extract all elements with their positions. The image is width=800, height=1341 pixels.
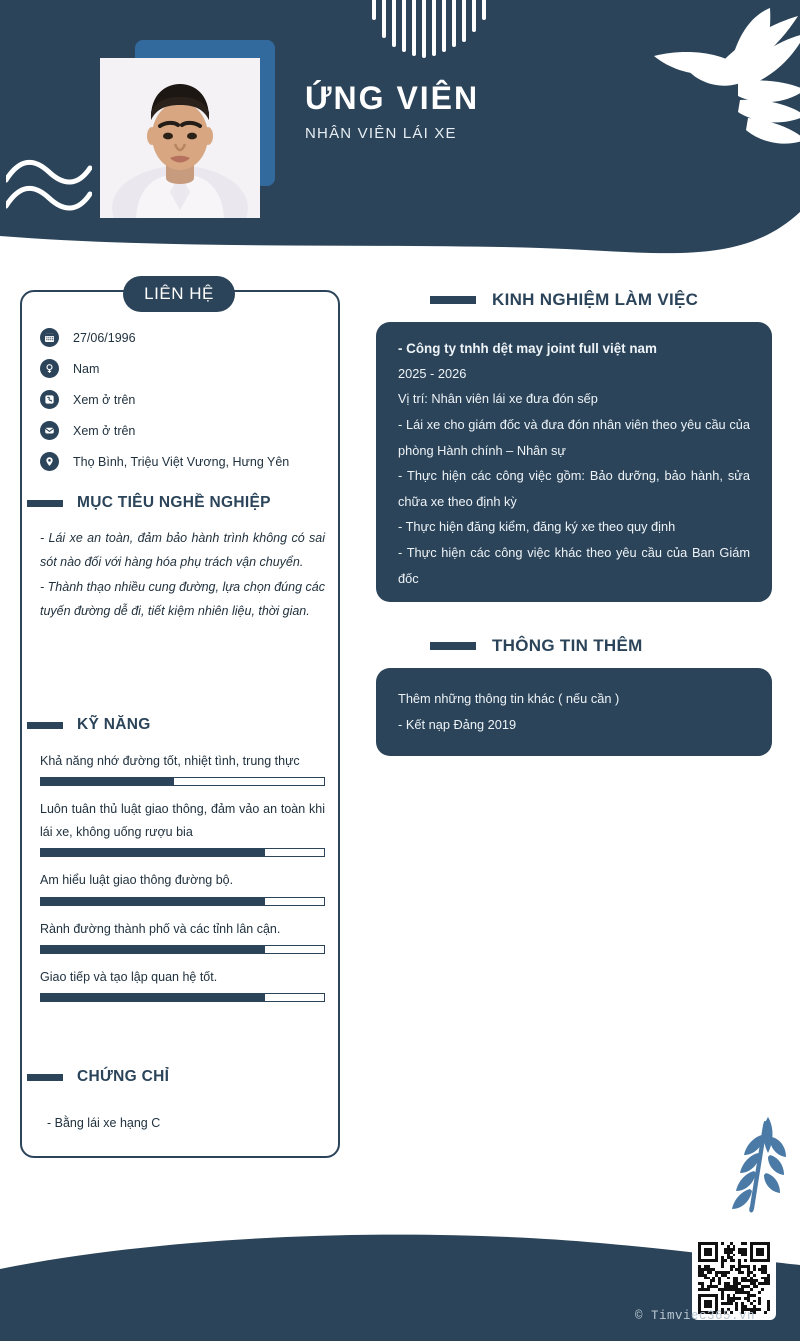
- objective-line: - Lái xe an toàn, đảm bảo hành trình không có sai sót nào đối với hàng hóa phụ trách vận chuyển.: [40, 531, 325, 570]
- section-title: KỸ NĂNG: [77, 716, 151, 733]
- skill-progress-fill: [41, 994, 265, 1001]
- contact-list: [40, 322, 330, 477]
- section-dash-icon: [430, 296, 476, 304]
- skill-label: Giao tiếp và tạo lập quan hệ tốt.: [40, 969, 218, 984]
- skill-progress-bar: [40, 993, 325, 1002]
- skill-label: Luôn tuân thủ luật giao thông, đảm vảo an toàn khi lái xe, không uống rượu bia: [40, 802, 325, 840]
- section-dash-icon: [27, 1074, 63, 1081]
- contact-value: Thọ Bình, Triệu Việt Vương, Hưng Yên: [73, 454, 290, 469]
- skill-item: [40, 750, 325, 786]
- experience-duty: - Thực hiện các công việc gồm: Bảo dưỡng, bảo hành, sửa chữa xe theo định kỳ: [398, 468, 750, 509]
- skill-label: Rành đường thành phố và các tỉnh lân cận.: [40, 921, 281, 936]
- calendar-icon: [40, 328, 59, 347]
- section-header-additional: [430, 636, 643, 656]
- skill-item: [40, 918, 325, 954]
- section-dash-icon: [430, 642, 476, 650]
- job-title: NHÂN VIÊN LÁI XE: [305, 124, 457, 142]
- candidate-photo: [100, 58, 260, 218]
- copyright-text: © Timviec365.vn: [635, 1309, 756, 1323]
- objective-line: - Thành thạo nhiều cung đường, lựa chọn đúng các tuyến đường dễ đi, tiết kiệm nhiên liệu, thời gian.: [40, 579, 325, 619]
- section-dash-icon: [27, 500, 63, 507]
- experience-duty: - Thực hiện các công việc khác theo yêu cầu của Ban Giám đốc: [398, 544, 750, 586]
- footer-wave-background: [0, 1221, 800, 1341]
- additional-line: Thêm những thông tin khác ( nếu cần ): [398, 691, 620, 706]
- skill-progress-fill: [41, 898, 265, 905]
- experience-duty: - Lái xe cho giám đốc và đưa đón nhân viên theo yêu cầu của phòng Hành chính – Nhân sự: [398, 416, 750, 458]
- gender-icon: [40, 359, 59, 378]
- contact-item-phone: [40, 384, 330, 415]
- skill-label: Am hiểu luật giao thông đường bộ.: [40, 873, 234, 888]
- skill-progress-fill: [41, 778, 174, 785]
- skill-progress-bar: [40, 897, 325, 906]
- experience-company: - Công ty tnhh dệt may joint full việt nam: [398, 341, 657, 356]
- experience-duty: - Thực hiện đăng kiểm, đăng ký xe theo quy định: [398, 519, 676, 535]
- section-header: [40, 1068, 325, 1086]
- experience-panel: [376, 322, 772, 602]
- section-skills: [40, 716, 325, 1014]
- contact-item-birthdate: [40, 322, 330, 353]
- certificate-line: - Bằng lái xe hạng C: [47, 1116, 161, 1130]
- leaf-decoration-icon: [630, 8, 800, 168]
- cv-header: [0, 0, 800, 275]
- section-title: MỤC TIÊU NGHỀ NGHIỆP: [77, 494, 271, 511]
- section-title: THÔNG TIN THÊM: [492, 636, 643, 655]
- section-dash-icon: [27, 722, 63, 729]
- section-header: [40, 494, 325, 512]
- contact-value: 27/06/1996: [73, 330, 136, 345]
- skill-progress-bar: [40, 848, 325, 857]
- contact-value: Xem ở trên: [73, 392, 136, 407]
- qr-code[interactable]: [692, 1236, 776, 1320]
- contact-value: Xem ở trên: [73, 423, 136, 438]
- section-certificate: [40, 1068, 325, 1130]
- objective-body: [40, 526, 325, 624]
- section-title: KINH NGHIỆM LÀM VIỆC: [492, 290, 699, 309]
- section-title: CHỨNG CHỈ: [77, 1068, 170, 1085]
- skill-label: Khả năng nhớ đường tốt, nhiệt tình, trung thực: [40, 754, 300, 768]
- additional-line: - Kết nạp Đảng 2019: [398, 716, 517, 732]
- experience-period: 2025 - 2026: [398, 365, 467, 381]
- skill-progress-bar: [40, 945, 325, 954]
- experience-position: Vị trí: Nhân viên lái xe đưa đón sếp: [398, 391, 598, 407]
- contact-item-address: [40, 446, 330, 477]
- contact-item-email: [40, 415, 330, 446]
- wheat-decoration-icon: [716, 1113, 786, 1233]
- skill-progress-fill: [41, 946, 265, 953]
- section-objective: [40, 494, 325, 624]
- contact-badge: LIÊN HỆ: [123, 276, 235, 312]
- skills-list: [40, 750, 325, 1002]
- email-icon: [40, 421, 59, 440]
- skill-item: [40, 966, 325, 1002]
- section-header-experience: [430, 290, 698, 310]
- section-header: [40, 716, 325, 734]
- skill-item: [40, 798, 325, 857]
- header-bar-decoration: [372, 0, 522, 58]
- wave-decoration-icon: [6, 158, 92, 220]
- location-icon: [40, 452, 59, 471]
- skill-progress-bar: [40, 777, 325, 786]
- skill-progress-fill: [41, 849, 265, 856]
- skill-item: [40, 869, 325, 905]
- name-block: [305, 82, 479, 142]
- contact-item-gender: [40, 353, 330, 384]
- phone-icon: [40, 390, 59, 409]
- contact-value: Nam: [73, 361, 100, 376]
- page-title: ỨNG VIÊN: [305, 80, 480, 116]
- additional-info-panel: [376, 668, 772, 756]
